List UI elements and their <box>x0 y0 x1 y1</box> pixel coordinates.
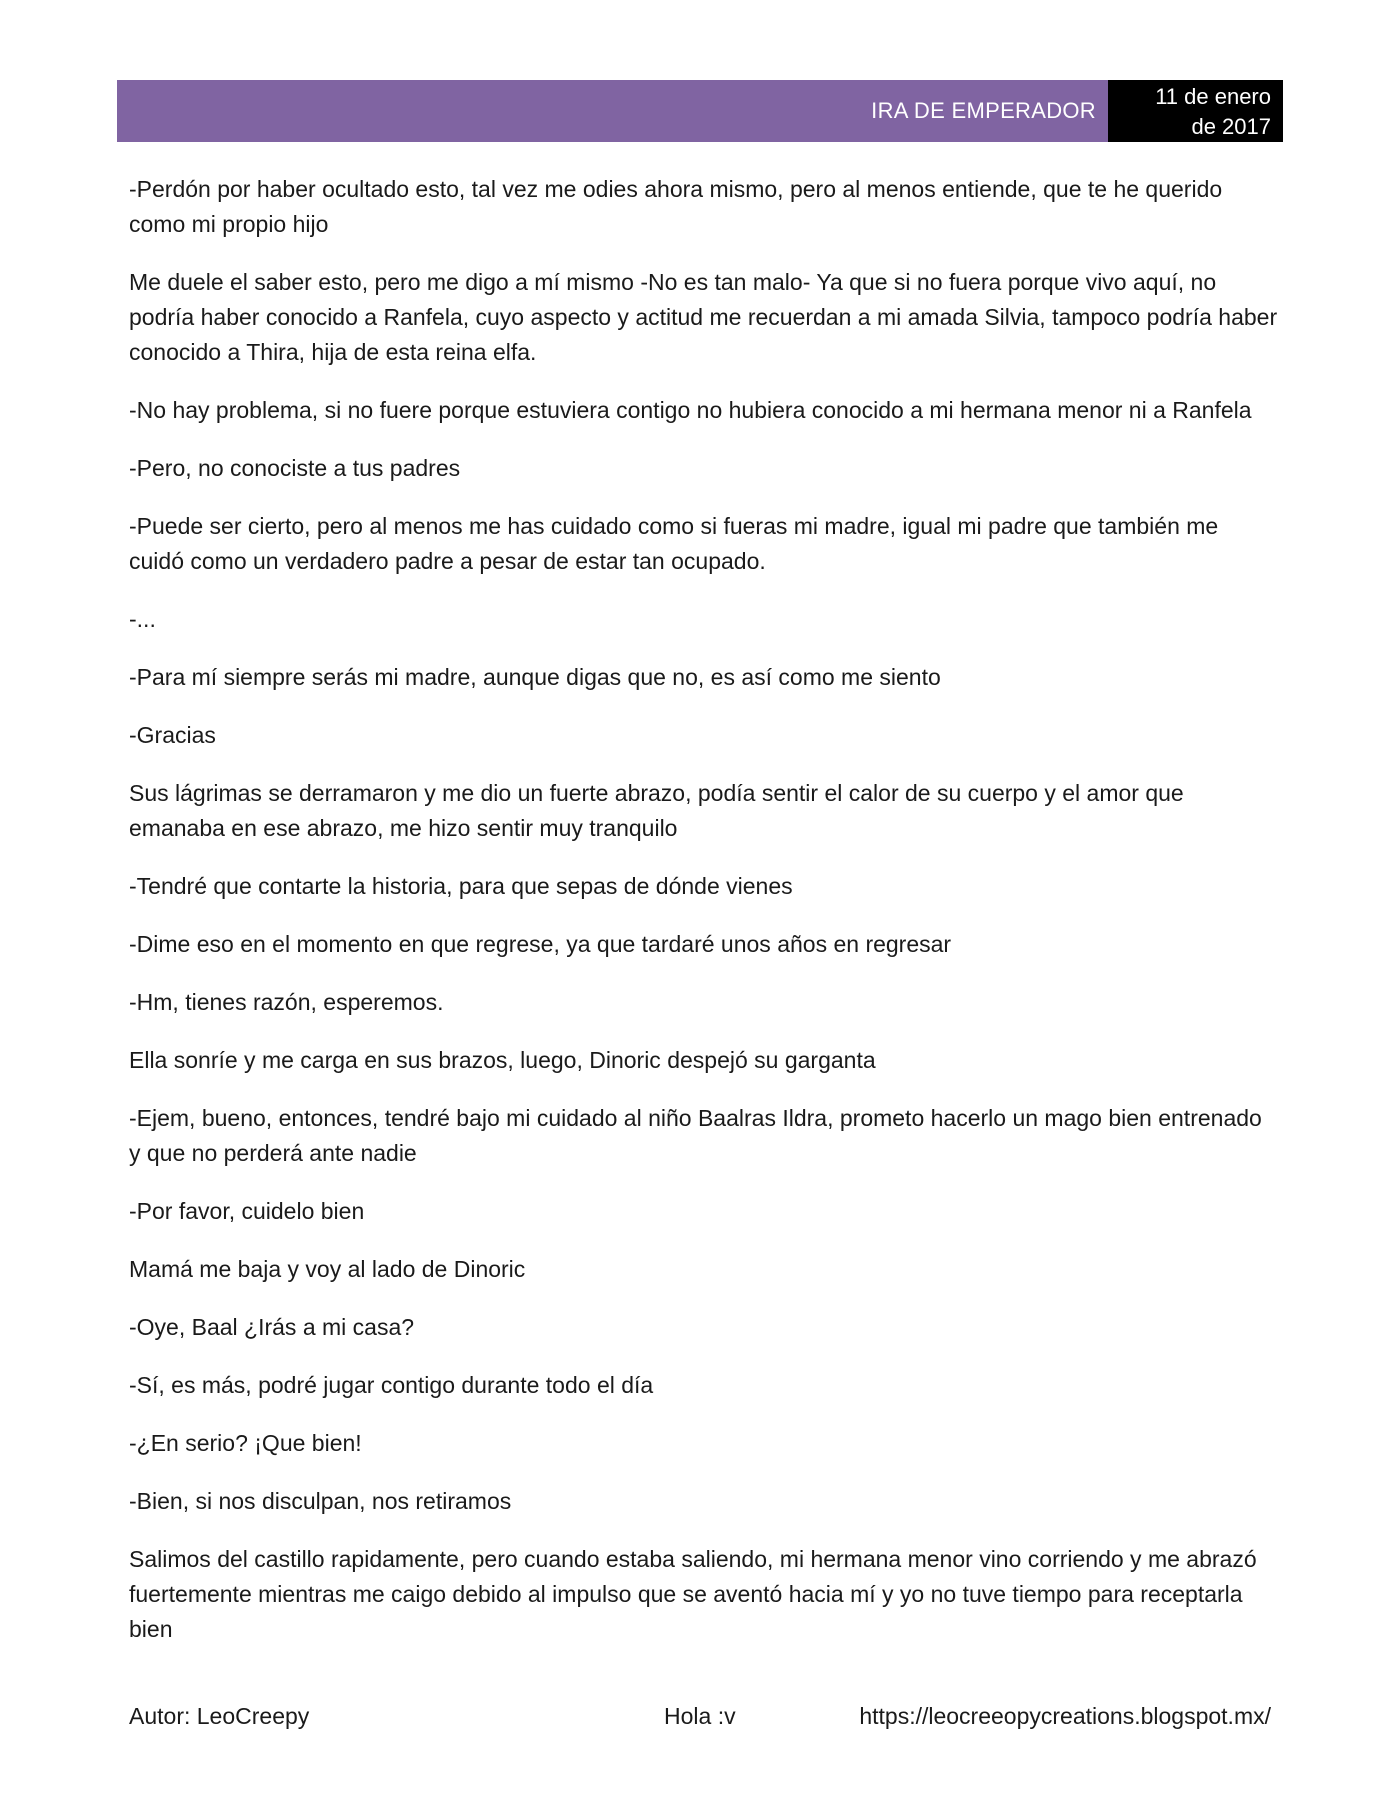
footer-greeting: Hola :v <box>664 1703 736 1729</box>
paragraph: -Para mí siempre serás mi madre, aunque digas que no, es así como me siento <box>129 664 941 690</box>
paragraph: -Puede ser cierto, pero al menos me has cuidado como si fueras mi madre, igual mi padre que también me cuidó como un verdadero padre a pesar de estar tan ocupado. <box>129 513 1219 574</box>
paragraph: -Oye, Baal ¿Irás a mi casa? <box>129 1314 415 1340</box>
paragraph: -Por favor, cuidelo bien <box>129 1198 365 1224</box>
paragraph: -Bien, si nos disculpan, nos retiramos <box>129 1488 512 1514</box>
paragraph: -Sí, es más, podré jugar contigo durante todo el día <box>129 1372 654 1398</box>
header-title-bar <box>117 80 1108 142</box>
date-line-1: 11 de enero <box>1155 84 1271 109</box>
paragraph: -Dime eso en el momento en que regrese, ya que tardaré unos años en regresar <box>129 931 952 957</box>
paragraph: Salimos del castillo rapidamente, pero cuando estaba saliendo, mi hermana menor vino corriendo y me abrazó fuertemente mientras me caigo debido al impulso que se aventó hacia mí y yo no tuve tiempo para receptarla bien <box>129 1546 1257 1642</box>
paragraph: Ella sonríe y me carga en sus brazos, luego, Dinoric despejó su garganta <box>129 1047 876 1073</box>
page-footer <box>129 1698 1271 1734</box>
paragraph: -... <box>129 606 156 632</box>
footer-author: Autor: LeoCreepy <box>129 1703 310 1729</box>
document-title: IRA DE EMPERADOR <box>871 98 1096 123</box>
header-date-box <box>1108 80 1283 142</box>
paragraph: Mamá me baja y voy al lado de Dinoric <box>129 1256 526 1282</box>
paragraph: -Perdón por haber ocultado esto, tal vez me odies ahora mismo, pero al menos entiende, que te he querido como mi propio hijo <box>129 176 1223 237</box>
page-body <box>129 172 1279 1670</box>
page-header <box>117 80 1283 142</box>
paragraph: -Tendré que contarte la historia, para que sepas de dónde vienes <box>129 873 793 899</box>
paragraph: Me duele el saber esto, pero me digo a mí mismo -No es tan malo- Ya que si no fuera porque vivo aquí, no podría haber conocido a Ranfela, cuyo aspecto y actitud me recuerdan a mi amada Silvia, tampoco podría haber conocido a Thira, hija de esta reina elfa. <box>129 269 1278 365</box>
footer-url: https://leocreeopycreations.blogspot.mx/ <box>859 1703 1271 1729</box>
date-line-2: de 2017 <box>1191 114 1271 139</box>
paragraph: -Ejem, bueno, entonces, tendré bajo mi cuidado al niño Baalras Ildra, prometo hacerlo un mago bien entrenado y que no perderá ante nadie <box>129 1105 1262 1166</box>
paragraph: Sus lágrimas se derramaron y me dio un fuerte abrazo, podía sentir el calor de su cuerpo y el amor que emanaba en ese abrazo, me hizo sentir muy tranquilo <box>129 780 1184 841</box>
paragraph: -No hay problema, si no fuere porque estuviera contigo no hubiera conocido a mi hermana menor ni a Ranfela <box>129 397 1252 423</box>
paragraph: -Gracias <box>129 722 216 748</box>
paragraph: -Pero, no conociste a tus padres <box>129 455 461 481</box>
paragraph: -¿En serio? ¡Que bien! <box>129 1430 362 1456</box>
paragraph: -Hm, tienes razón, esperemos. <box>129 989 444 1015</box>
